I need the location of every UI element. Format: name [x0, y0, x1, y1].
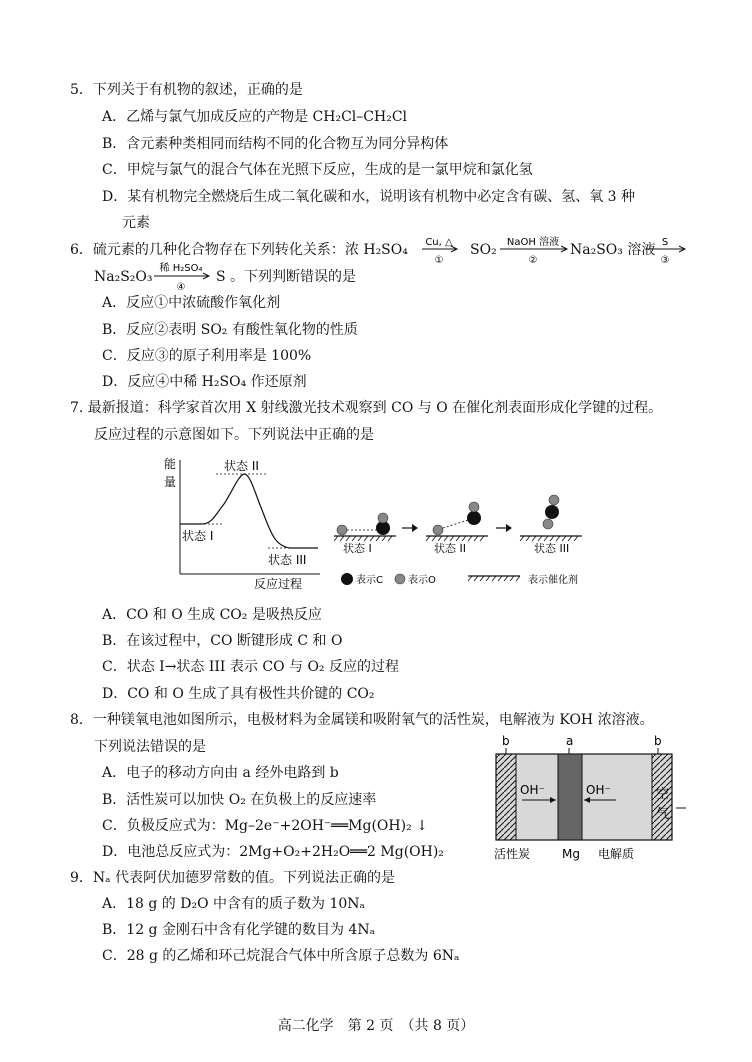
- q8-option-a: A．电子的移动方向由 a 经外电路到 b: [102, 765, 339, 781]
- q8-air-1: 空: [656, 787, 670, 802]
- q8-air-2: 气: [656, 807, 670, 822]
- q7-o-atom-1: [337, 525, 347, 535]
- q8-label-b-left: b: [502, 734, 510, 748]
- q6-na2s2o3: Na₂S₂O₃: [94, 269, 153, 285]
- q6-arrow-1-bottom: ①: [434, 255, 444, 266]
- q8-carbon-left: [496, 754, 516, 840]
- q5-option-d-cont: 元素: [122, 215, 150, 231]
- q8-option-c: C．负极反应式为：Mg–2e⁻+2OH⁻══Mg(OH)₂ ↓: [102, 818, 428, 834]
- q7-stem: 7. 最新报道：科学家首次用 X 射线激光技术观察到 CO 与 O 在催化剂表面形成化学键的过程。: [70, 400, 663, 416]
- q7-state-label-3: 状态 III: [534, 542, 570, 555]
- q7-o-atom-1b: [378, 513, 388, 523]
- q7-o-atom-3: [543, 519, 553, 529]
- q8-battery-diagram: [486, 732, 686, 864]
- q6-stem-b: S 。下列判断错误的是: [216, 269, 357, 285]
- q7-legend-cat-swatch: [468, 576, 520, 581]
- q7-diagram: [150, 452, 620, 600]
- q7-legend-c-dot: [341, 573, 353, 585]
- q7-stem-2: 反应过程的示意图如下。下列说法中正确的是: [94, 427, 374, 443]
- q6-arrow-2: [498, 232, 570, 266]
- q8-label-carbon: 活性炭: [494, 847, 531, 861]
- q7-y-label-1: 能: [164, 457, 177, 471]
- q7-legend-c: 表示C: [356, 575, 383, 586]
- q7-option-d: D．CO 和 O 生成了具有极性共价键的 CO₂: [102, 686, 375, 702]
- q6-arrow-2-top: NaOH 溶液: [506, 237, 560, 248]
- q7-catalyst-1: [334, 536, 396, 541]
- q7-state-label-1: 状态 I: [343, 542, 372, 555]
- q7-option-b: B．在该过程中，CO 断键形成 C 和 O: [102, 633, 343, 649]
- q9-option-a: A．18 g 的 D₂O 中含有的质子数为 10Nₐ: [102, 896, 365, 912]
- q8-stem: 8．一种镁氧电池如图所示，电极材料为金属镁和吸附氧气的活性炭，电解液为 KOH 浓溶液。: [70, 712, 654, 728]
- q6-stem-a: 6．硫元素的几种化合物存在下列转化关系：浓 H₂SO₄: [70, 242, 408, 258]
- q7-energy-state-1: 状态 I: [182, 529, 214, 543]
- page-footer: 高二化学 第 2 页 （共 8 页）: [277, 1018, 475, 1034]
- q7-legend-cat: 表示催化剂: [528, 575, 578, 586]
- q6-so2: SO₂: [470, 242, 497, 258]
- q7-catalyst-2: [426, 536, 488, 541]
- q7-arrow-a-head: [412, 524, 418, 532]
- q5-stem: 5．下列关于有机物的叙述，正确的是: [70, 82, 303, 98]
- q7-o-atom-2b: [469, 502, 479, 512]
- q7-state-label-2: 状态 II: [434, 542, 466, 555]
- q7-arrow-b-head: [506, 524, 512, 532]
- q7-x-label: 反应过程: [254, 577, 303, 591]
- q6-arrow-1: [420, 232, 460, 266]
- q5-option-a: A．乙烯与氯气加成反应的产物是 CH₂Cl–CH₂Cl: [102, 109, 408, 125]
- q6-na2so3: Na₂SO₃ 溶液: [570, 242, 656, 258]
- q6-arrow-1-top: Cu, △: [425, 237, 453, 248]
- q7-o-atom-2: [433, 525, 443, 535]
- q8-oh-left: OH⁻: [520, 783, 545, 797]
- q7-o-atom-3b: [549, 495, 559, 505]
- q7-legend-o-dot: [395, 574, 405, 584]
- q5-option-c: C．甲烷与氯气的混合气体在光照下反应，生成的是一氯甲烷和氯化氢: [102, 162, 533, 178]
- q5-option-b: B．含元素种类相同而结构不同的化合物互为同分异构体: [102, 136, 449, 152]
- q7-energy-state-3: 状态 III: [268, 553, 307, 567]
- q8-option-d: D．电池总反应式为：2Mg+O₂+2H₂O══2 Mg(OH)₂: [102, 844, 444, 860]
- q7-option-a: A．CO 和 O 生成 CO₂ 是吸热反应: [102, 607, 322, 623]
- q7-legend-o: 表示O: [408, 575, 436, 586]
- q7-c-atom-3: [545, 505, 559, 519]
- q7-y-label-2: 量: [164, 475, 177, 489]
- q8-mg-electrode: [558, 754, 582, 840]
- q7-dash-2: [443, 520, 468, 528]
- q6-option-b: B．反应②表明 SO₂ 有酸性氧化物的性质: [102, 322, 358, 338]
- q7-catalyst-3: [520, 536, 582, 541]
- q6-arrow-3: [644, 232, 688, 266]
- q8-oh-right: OH⁻: [586, 783, 611, 797]
- q6-arrow-2-bottom: ②: [528, 255, 538, 266]
- q5-option-d: D．某有机物完全燃烧后生成二氧化碳和水，说明该有机物中必定含有碳、氢、氧 3 种: [102, 189, 636, 205]
- q8-label-electrolyte: 电解质: [598, 847, 635, 861]
- q6-arrow-4-bottom: ④: [176, 282, 186, 292]
- q8-label-b-right: b: [654, 734, 662, 748]
- q6-option-d: D．反应④中稀 H₂SO₄ 作还原剂: [102, 374, 307, 390]
- q6-arrow-3-top: S: [661, 237, 669, 248]
- q9-option-b: B．12 g 金刚石中含有化学键的数目为 4Nₐ: [102, 922, 375, 938]
- q8-label-mg: Mg: [562, 847, 580, 861]
- q6-arrow-4: [152, 258, 212, 292]
- q7-energy-state-2: 状态 II: [224, 459, 259, 473]
- q6-arrow-3-bottom: ③: [660, 255, 670, 266]
- q6-option-a: A．反应①中浓硫酸作氧化剂: [102, 295, 281, 311]
- q7-c-atom-2: [467, 511, 481, 525]
- q6-option-c: C．反应③的原子利用率是 100%: [102, 348, 312, 364]
- q8-option-b: B．活性炭可以加快 O₂ 在负极上的反应速率: [102, 792, 377, 808]
- q8-stem-2: 下列说法错误的是: [94, 739, 206, 755]
- q9-stem: 9．Nₐ 代表阿伏加德罗常数的值。下列说法正确的是: [70, 870, 396, 886]
- q8-electrolyte-area: [496, 754, 672, 840]
- q7-option-c: C．状态 I→状态 III 表示 CO 与 O₂ 反应的过程: [102, 659, 399, 675]
- q9-option-c: C．28 g 的乙烯和环己烷混合气体中所含原子总数为 6Nₐ: [102, 948, 460, 964]
- q6-arrow-4-top: 稀 H₂SO₄: [159, 263, 203, 274]
- q8-label-a: a: [566, 734, 574, 748]
